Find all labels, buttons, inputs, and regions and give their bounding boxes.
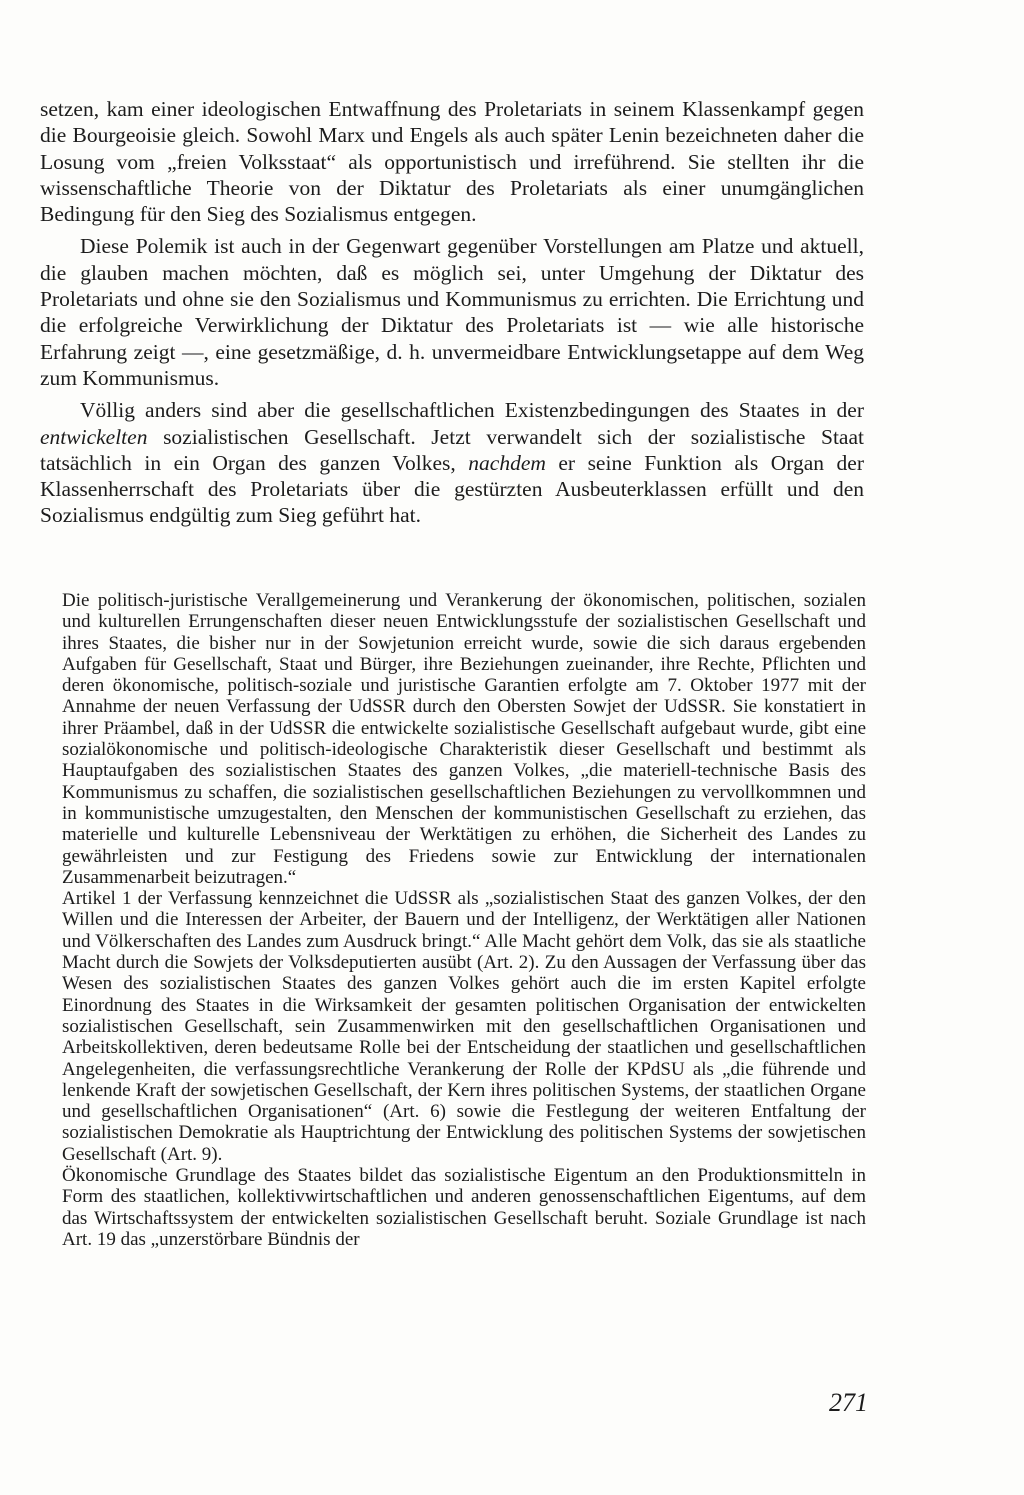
body-paragraph-3-part-a: Völlig anders sind aber die gesellschaftlichen Existenzbedingungen des Staates in der — [80, 398, 864, 423]
excursus-paragraph-1: Die politisch-juristische Verallgemeinerung und Verankerung der ökonomischen, politischen, sozialen und kulturellen Errungenschaften dieser neuen Entwicklungsstufe der sozialistischen Gesellschaft und ihres Staates, die bisher nur in der Sowjetunion erreicht wurde, sowie die sich daraus ergebenden Aufgaben für Gesellschaft, Staat und Bürger, ihre Beziehungen zueinander, ihre Rechte, Pflichten und deren ökonomische, politisch-soziale und juristische Garantien erfolgte am 7. Oktober 1977 mit der Annahme der neuen Verfassung der UdSSR durch den Obersten Sowjet der UdSSR. Sie konstatiert in ihrer Präambel, daß in der UdSSR die entwickelte sozialistische Gesellschaft aufgebaut wurde, gibt eine sozialökonomische und politisch-ideologische Charakteristik dieser Gesellschaft und bestimmt als Hauptaufgaben des sozialistischen Staates des ganzen Volkes, „die materiell-technische Basis des Kommunismus zu schaffen, die sozialistischen gesellschaftlichen Beziehungen zu vervollkommnen und in kommunistische umzugestalten, den Menschen der kommunistischen Gesellschaft zu erziehen, das materielle und kulturelle Lebensniveau der Werktätigen zu erhöhen, die Sicherheit des Landes zu gewährleisten und zur Festigung des Friedens sowie zur Entwicklung der internationalen Zusammenarbeit beizutragen.“ — [62, 590, 866, 888]
page-number: 271 — [829, 1388, 868, 1417]
emphasis-nachdem: nachdem — [468, 450, 546, 475]
emphasis-entwickelten: entwickelten — [40, 424, 148, 449]
main-body-text — [40, 96, 864, 529]
body-paragraph-3-part-b: sozialistischen Gesellschaft. Jetzt verwandelt sich der sozialistische Staat tatsächlich in ein Organ des ganzen Volkes, — [40, 424, 864, 475]
excursus-paragraph-2: Artikel 1 der Verfassung kennzeichnet die UdSSR als „sozialistischen Staat des ganzen Volkes, der den Willen und die Interessen der Arbeiter, der Bauern und der Intelligenz, der Werktätigen aller Nationen und Völkerschaften des Landes zum Ausdruck bringt.“ Alle Macht gehört dem Volk, das sie als staatliche Macht durch die Sowjets der Volksdeputierten ausübt (Art. 2). Zu den Aussagen der Verfassung über das Wesen des sozialistischen Staates des ganzen Volkes gehört auch die im ersten Kapitel erfolgte Einordnung des Staates in die Wirksamkeit der gesamten politischen Organisation der entwickelten sozialistischen Gesellschaft, sein Zusammenwirken mit den gesellschaftlichen Organisationen und Arbeitskollektiven, deren bedeutsame Rolle bei der Entscheidung der staatlichen und gesellschaftlichen Angelegenheiten, die verfassungsrechtliche Verankerung der Rolle der KPdSU als „die führende und lenkende Kraft der sowjetischen Gesellschaft, der Kern ihres politischen Systems, der staatlichen Organe und gesellschaftlichen Organisationen“ (Art. 6) sowie die Festlegung der weiteren Entfaltung der sozialistischen Demokratie als Hauptrichtung der Entwicklung des politischen Systems der sowjetischen Gesellschaft (Art. 9). — [62, 888, 866, 1165]
body-paragraph-2: Diese Polemik ist auch in der Gegenwart gegenüber Vorstellungen am Platze und aktuell, die glauben machen möchten, daß es möglich sei, unter Umgehung der Diktatur des Proletariats und ohne sie den Sozialismus und Kommunismus zu errichten. Die Errichtung und die erfolgreiche Verwirklichung der Diktatur des Proletariats ist — wie alle historische Erfahrung zeigt —, eine gesetzmäßige, d. h. unvermeidbare Entwicklungsetappe auf dem Weg zum Kommunismus. — [40, 234, 864, 390]
body-paragraph-3-part-c: er seine Funktion als Organ der Klassenherrschaft des Proletariats über die gestürzten Ausbeuterklassen erfüllt und den Sozialismus endgültig zum Sieg geführt hat. — [40, 450, 864, 528]
body-paragraph-1: setzen, kam einer ideologischen Entwaffnung des Proletariats in seinem Klassenkampf gegen die Bourgeoisie gleich. Sowohl Marx und Engels als auch später Lenin bezeichneten daher die Losung vom „freien Volksstaat“ als opportunistisch und irreführend. Sie stellten ihr die wissenschaftliche Theorie von der Diktatur des Proletariats als einer unumgänglichen Bedingung für den Sieg des Sozialismus entgegen. — [40, 97, 864, 227]
excursus-paragraph-3: Ökonomische Grundlage des Staates bildet das sozialistische Eigentum an den Produktionsmitteln in Form des staatlichen, kollektivwirtschaftlichen und anderen genossenschaftlichen Eigentums, auf dem das Wirtschaftssystem der entwickelten sozialistischen Gesellschaft beruht. Soziale Grundlage ist nach Art. 19 das „unzerstörbare Bündnis der — [62, 1165, 866, 1250]
body-paragraph-3 — [40, 397, 864, 528]
small-print-excursus — [62, 590, 866, 1250]
